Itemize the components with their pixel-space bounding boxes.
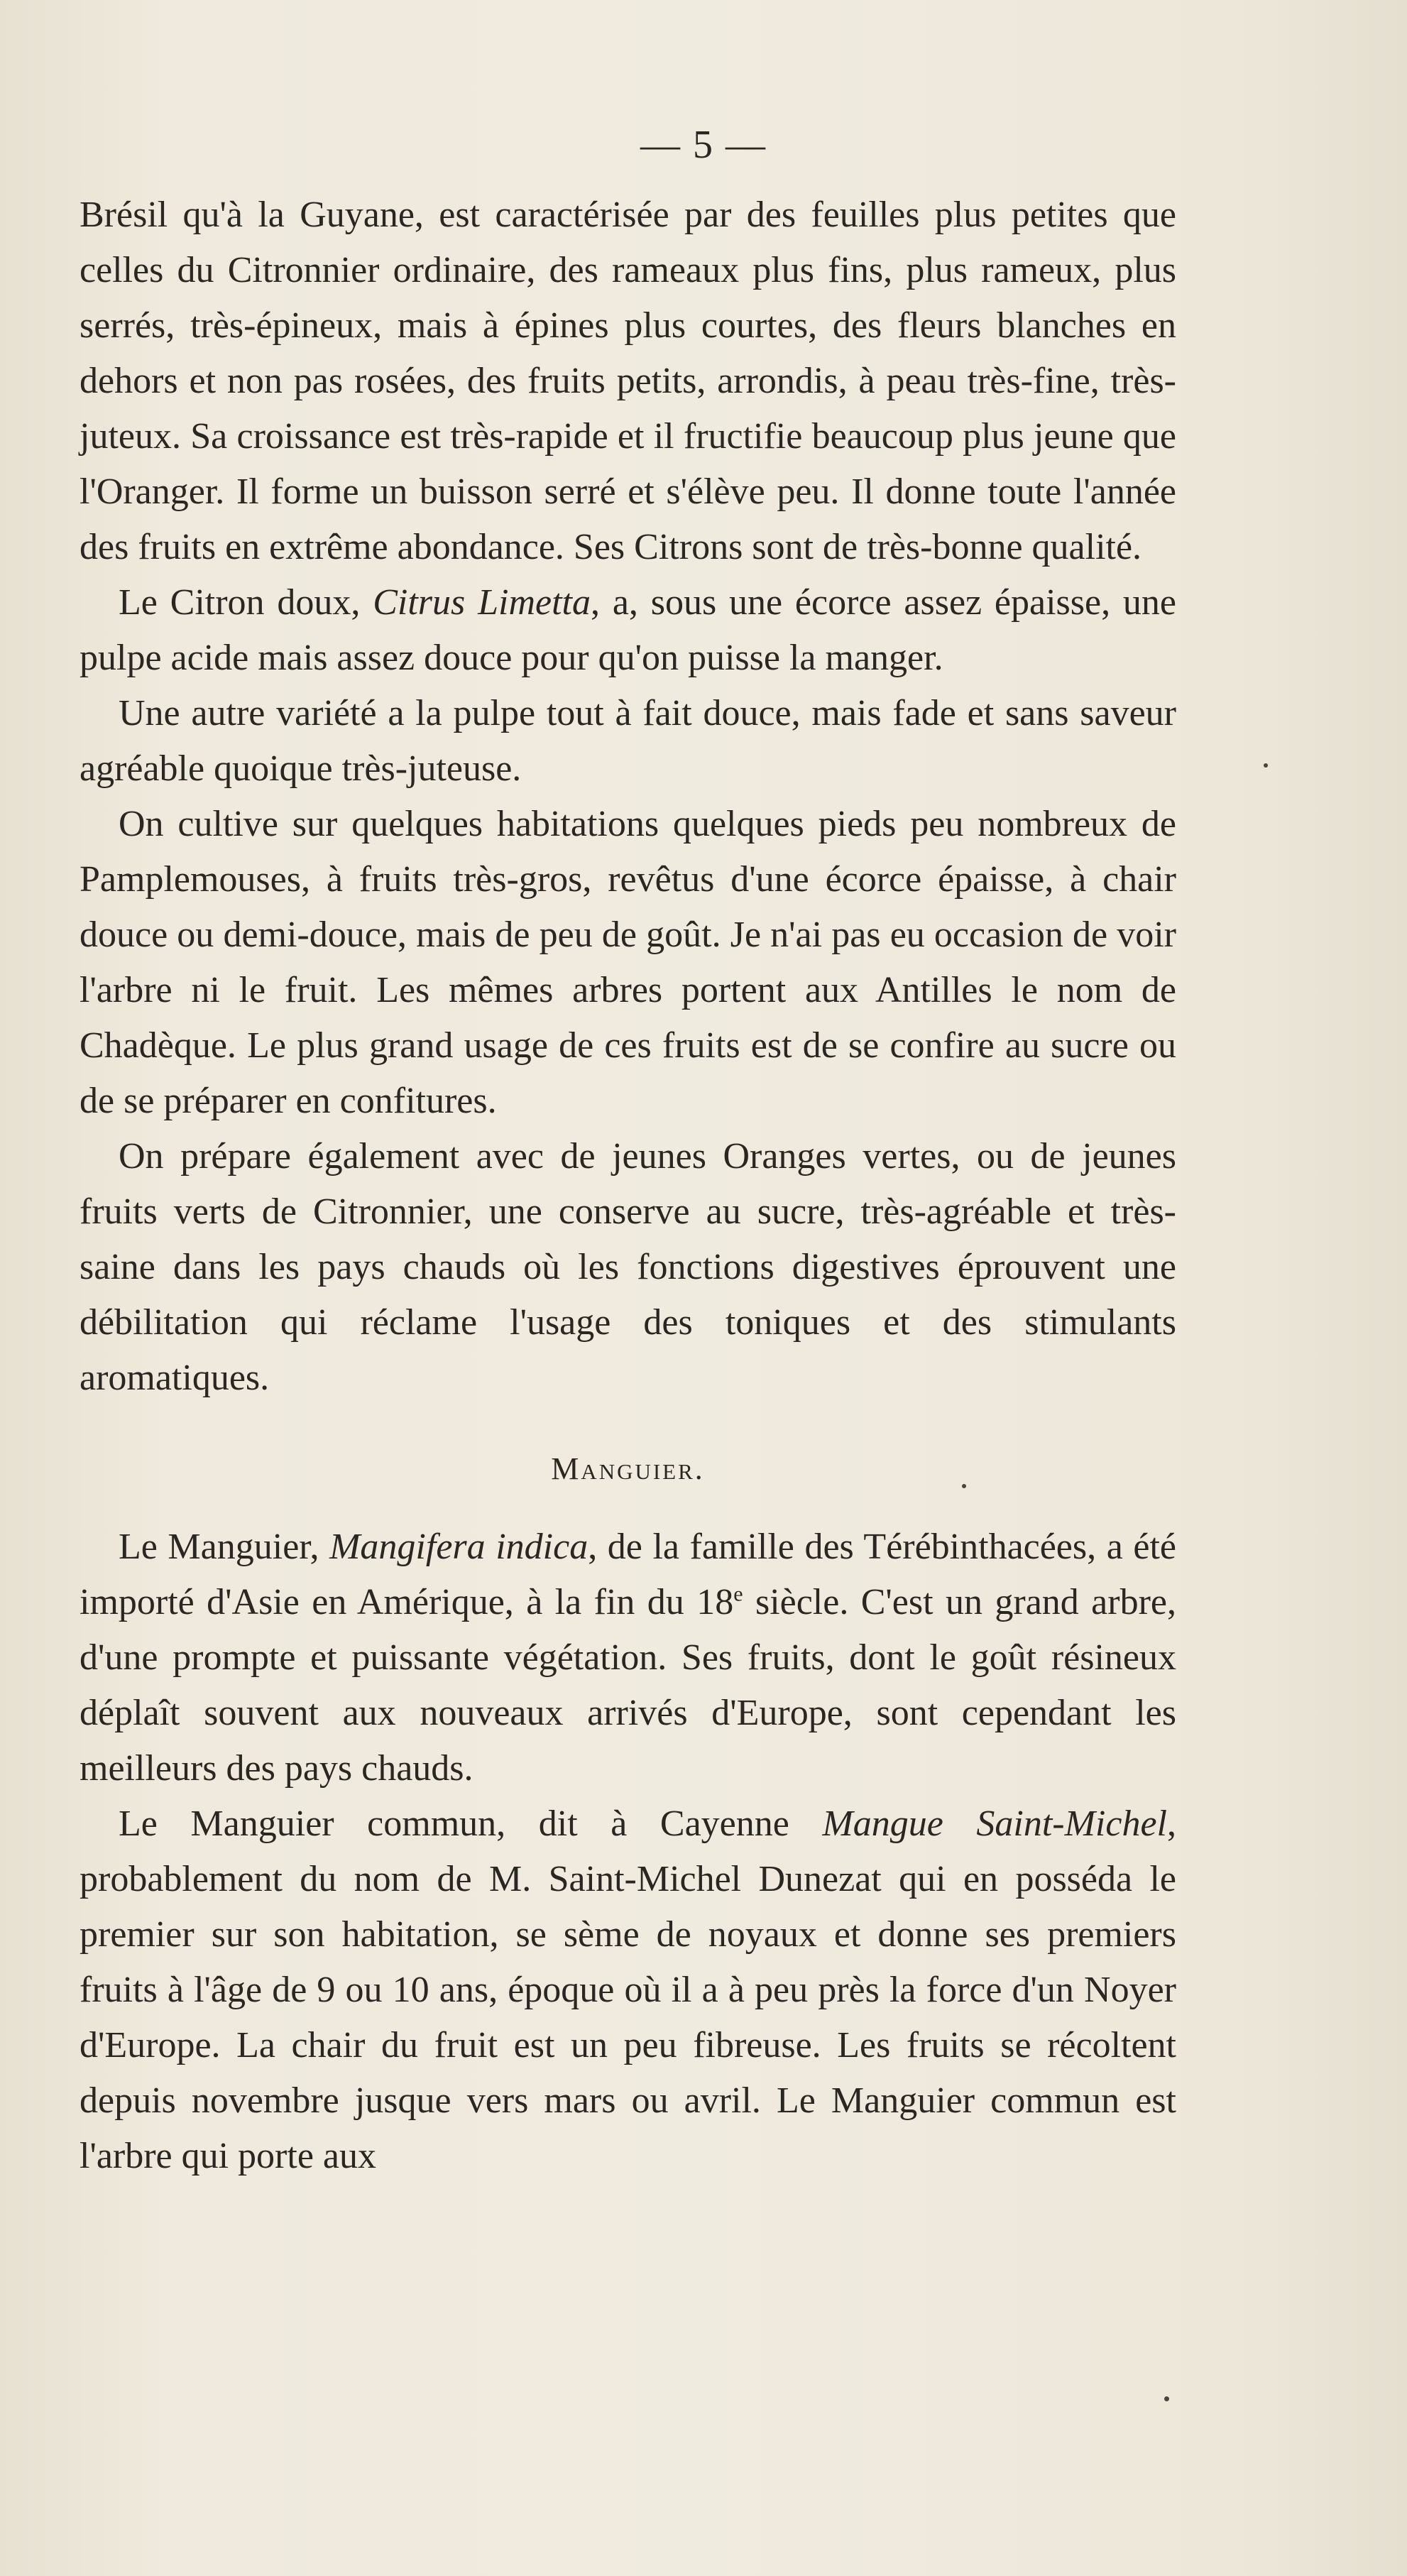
- body-text: [80, 187, 1176, 2184]
- paragraph-p3: [80, 686, 1176, 797]
- text-run: Le Manguier commun, dit à Cayenne: [119, 1803, 823, 1844]
- paragraph-p5: [80, 1129, 1176, 1406]
- paragraph-p1: [80, 187, 1176, 575]
- paragraph-p7: [80, 1796, 1176, 2184]
- text-run: On cultive sur quelques habitations quelques pieds peu nombreux de Pamplemouses, à fruits très-gros, revêtus d'une écorce épaisse, à chair douce ou demi-douce, mais de peu de goût. Je n'ai pas eu occasion de voir l'arbre ni le fruit. Les mêmes arbres portent aux Antilles le nom de Chadèque. Le plus grand usage de ces fruits est de se confire au sucre ou de se préparer en confitures.: [80, 804, 1176, 1121]
- italic-term: Mangue Saint-Michel: [822, 1803, 1167, 1844]
- page-speck: [962, 1484, 966, 1488]
- superscript: e: [733, 1582, 743, 1606]
- text-run: Brésil qu'à la Guyane, est caractérisée par des feuilles plus petites que celles du Citronnier ordinaire, des rameaux plus fins, plus rameux, plus serrés, très-épineux, mais à épines plus courtes, des fleurs blanches en dehors et non pas rosées, des fruits petits, arrondis, à peau très-fine, très-juteux. Sa croissance est très-rapide et il fructifie beaucoup plus jeune que l'Oranger. Il forme un buisson serré et s'élève peu. Il donne toute l'année des fruits en extrême abondance. Ses Citrons sont de très-bonne qualité.: [80, 195, 1176, 567]
- section-heading: Manguier.: [551, 1451, 705, 1486]
- page-speck: [1264, 763, 1268, 768]
- text-run: , de la famille des Térébinthacées, a été importé d'Asie en Amérique, à la fin du 18: [80, 1527, 1176, 1622]
- italic-term: Citrus Limetta: [373, 582, 591, 623]
- text-run: siècle. C'est un grand arbre, d'une prompte et puissante végétation. Ses fruits, dont le goût résineux déplaît souvent aux nouveaux arrivés d'Europe, sont cependant les meilleurs des pays chauds.: [80, 1582, 1176, 1789]
- text-run: Une autre variété a la pulpe tout à fait douce, mais fade et sans saveur agréable quoique très-juteuse.: [80, 693, 1176, 789]
- text-run: , probablement du nom de M. Saint-Michel Dunezat qui en posséda le premier sur son habitation, se sème de noyaux et donne ses premiers fruits à l'âge de 9 ou 10 ans, époque où il a à peu près la force d'un Noyer d'Europe. La chair du fruit est un peu fibreuse. Les fruits se récoltent depuis novembre jusque vers mars ou avril. Le Manguier commun est l'arbre qui porte aux: [80, 1803, 1176, 2176]
- page-speck: [1164, 2396, 1169, 2401]
- text-run: Le Manguier,: [119, 1527, 330, 1567]
- paragraph-p4: [80, 797, 1176, 1129]
- text-run: On prépare également avec de jeunes Oranges vertes, ou de jeunes fruits verts de Citronnier, une conserve au sucre, très-agréable et très-saine dans les pays chauds où les fonctions digestives éprouvent une débilitation qui réclame l'usage des toniques et des stimulants aromatiques.: [80, 1136, 1176, 1398]
- text-run: Le Citron doux,: [119, 582, 373, 623]
- page-number: — 5 —: [640, 123, 767, 167]
- paragraphs-after-heading: [80, 1519, 1176, 2184]
- italic-term: Mangifera indica: [329, 1527, 588, 1567]
- text-run: , a, sous une écorce assez épaisse, une pulpe acide mais assez douce pour qu'on puisse la manger.: [80, 582, 1176, 678]
- paragraph-p6: [80, 1519, 1176, 1796]
- paragraphs-before-heading: [80, 187, 1176, 1406]
- paragraph-p2: [80, 575, 1176, 686]
